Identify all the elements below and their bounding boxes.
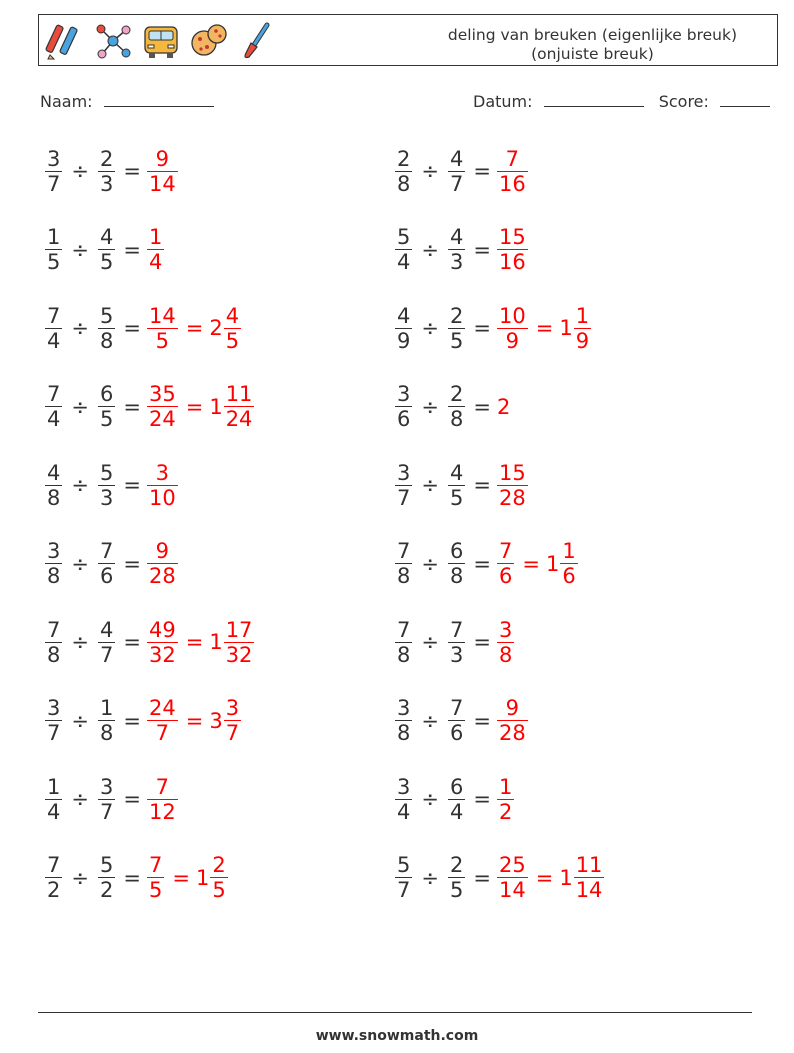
operator-sign: ÷ — [421, 551, 439, 576]
fraction — [448, 304, 465, 353]
numerator: 3 — [397, 696, 411, 720]
numerator: 7 — [397, 539, 411, 563]
numerator: 9 — [155, 539, 170, 563]
fraction — [45, 147, 62, 196]
fraction — [45, 225, 62, 274]
molecule-icon — [93, 21, 133, 61]
denominator: 24 — [148, 407, 176, 431]
score-blank[interactable] — [720, 92, 770, 107]
fraction — [395, 382, 412, 431]
problem-11 — [45, 534, 178, 594]
equals-sign: = — [473, 708, 491, 733]
equals-sign: = — [185, 394, 204, 419]
fraction — [98, 696, 115, 745]
equals-sign: = — [473, 237, 491, 262]
equals-sign: = — [473, 394, 491, 419]
fraction — [448, 539, 465, 588]
mixed-whole: 1 — [209, 394, 223, 419]
numerator: 7 — [99, 539, 114, 563]
numerator: 3 — [47, 696, 61, 720]
denominator: 7 — [449, 171, 464, 196]
denominator: 7 — [99, 799, 114, 824]
numerator: 10 — [498, 303, 526, 328]
numerator: 4 — [397, 303, 411, 328]
numerator: 4 — [47, 460, 61, 485]
mixed-whole: 1 — [559, 316, 573, 340]
mixed-whole: 1 — [195, 865, 210, 890]
fraction — [98, 382, 115, 431]
mixed-fraction — [224, 696, 241, 745]
denominator: 7 — [397, 878, 411, 902]
denominator: 8 — [99, 721, 114, 745]
problem-12 — [395, 534, 578, 594]
denominator: 14 — [498, 878, 526, 902]
denominator: 3 — [449, 642, 464, 667]
numerator: 7 — [498, 539, 513, 563]
numerator: 7 — [449, 696, 464, 720]
mixed-fraction — [224, 382, 255, 431]
denominator: 5 — [449, 878, 464, 902]
operator-sign: ÷ — [421, 630, 439, 654]
numerator: 7 — [397, 617, 411, 642]
fraction — [395, 853, 412, 902]
title-line-1: deling van breuken (eigenlijke breuk) — [447, 26, 737, 44]
equals-sign: = — [185, 630, 204, 654]
fraction — [448, 775, 465, 824]
numerator: 1 — [562, 539, 576, 563]
numerator: 14 — [148, 303, 176, 328]
numerator: 11 — [225, 382, 253, 406]
numerator: 6 — [449, 774, 464, 799]
answer-fraction — [497, 147, 528, 196]
numerator: 1 — [47, 225, 61, 249]
denominator: 9 — [505, 328, 520, 353]
denominator: 7 — [225, 721, 240, 745]
fraction — [98, 853, 115, 902]
denominator: 8 — [449, 407, 464, 431]
operator-sign: ÷ — [71, 316, 89, 340]
denominator: 8 — [397, 171, 411, 196]
date-score-fields — [473, 92, 770, 111]
numerator: 7 — [449, 617, 464, 642]
numerator: 4 — [99, 617, 114, 642]
equals-sign: = — [172, 865, 190, 890]
numerator: 2 — [449, 382, 464, 406]
numerator: 6 — [99, 382, 114, 406]
numerator: 2 — [99, 146, 114, 171]
equals-sign: = — [123, 630, 141, 654]
denominator: 16 — [498, 250, 526, 274]
numerator: 17 — [225, 617, 253, 642]
numerator: 7 — [47, 617, 61, 642]
answer-fraction — [497, 618, 514, 667]
denominator: 8 — [397, 564, 411, 588]
denominator: 4 — [47, 799, 61, 824]
denominator: 7 — [397, 485, 411, 510]
denominator: 8 — [47, 485, 61, 510]
mixed-fraction — [210, 853, 227, 902]
numerator: 2 — [212, 853, 226, 877]
problem-15 — [45, 691, 241, 751]
problem-5 — [45, 298, 241, 358]
mixed-fraction — [560, 539, 577, 588]
operator-sign: ÷ — [71, 473, 89, 497]
denominator: 8 — [498, 642, 513, 667]
numerator: 4 — [449, 225, 464, 249]
denominator: 32 — [148, 642, 176, 667]
mixed-whole: 1 — [209, 630, 223, 654]
equals-sign: = — [123, 708, 141, 733]
mixed-whole: 1 — [559, 865, 573, 890]
denominator: 5 — [225, 328, 240, 353]
footer-url: www.snowmath.com — [315, 1028, 479, 1044]
numerator: 3 — [397, 774, 411, 799]
denominator: 2 — [498, 799, 513, 824]
denominator: 14 — [148, 171, 176, 196]
equals-sign: = — [535, 316, 554, 340]
numerator: 4 — [99, 225, 114, 249]
denominator: 4 — [47, 328, 61, 353]
operator-sign: ÷ — [421, 473, 439, 497]
answer-fraction — [147, 775, 178, 824]
numerator: 5 — [99, 853, 114, 877]
denominator: 7 — [99, 642, 114, 667]
numerator: 49 — [148, 617, 176, 642]
numerator: 24 — [148, 696, 176, 720]
problem-3 — [45, 220, 164, 280]
equals-sign: = — [123, 394, 141, 419]
mixed-whole: 2 — [209, 316, 223, 340]
numerator: 3 — [498, 617, 513, 642]
numerator: 15 — [498, 460, 526, 485]
equals-sign: = — [473, 159, 491, 183]
fraction — [45, 696, 62, 745]
mixed-whole: 3 — [209, 708, 223, 733]
fraction — [395, 775, 412, 824]
cookies-icon — [189, 21, 229, 61]
fraction — [45, 382, 62, 431]
answer-fraction — [147, 696, 178, 745]
denominator: 6 — [498, 564, 513, 588]
problem-8 — [395, 377, 510, 437]
numerator: 2 — [449, 303, 464, 328]
operator-sign: ÷ — [71, 394, 89, 419]
numerator: 7 — [47, 303, 61, 328]
numerator: 7 — [47, 382, 61, 406]
denominator: 5 — [449, 485, 464, 510]
denominator: 3 — [99, 171, 114, 196]
problem-19 — [45, 848, 228, 908]
numerator: 7 — [47, 853, 61, 877]
answer-fraction — [147, 853, 164, 902]
denominator: 5 — [148, 878, 163, 902]
answer-fraction — [497, 304, 528, 353]
denominator: 10 — [148, 485, 176, 510]
fraction — [395, 461, 412, 510]
numerator: 4 — [449, 146, 464, 171]
denominator: 3 — [99, 485, 114, 510]
denominator: 14 — [575, 878, 603, 902]
fraction — [395, 539, 412, 588]
fraction — [98, 539, 115, 588]
fraction — [448, 461, 465, 510]
fraction — [448, 853, 465, 902]
denominator: 16 — [498, 171, 526, 196]
denominator: 8 — [397, 642, 411, 667]
denominator: 5 — [47, 250, 61, 274]
fraction — [98, 618, 115, 667]
operator-sign: ÷ — [71, 159, 89, 183]
problem-9 — [45, 455, 178, 515]
numerator: 35 — [148, 382, 176, 406]
operator-sign: ÷ — [71, 787, 89, 811]
equals-sign: = — [473, 787, 491, 811]
denominator: 6 — [562, 564, 576, 588]
numerator: 5 — [397, 853, 411, 877]
denominator: 28 — [148, 564, 176, 588]
denominator: 24 — [225, 407, 253, 431]
fraction — [448, 225, 465, 274]
numerator: 7 — [505, 146, 520, 171]
pencils-icon — [45, 21, 85, 61]
fraction — [395, 147, 412, 196]
numerator: 5 — [99, 303, 114, 328]
fraction — [448, 382, 465, 431]
numerator: 3 — [47, 146, 61, 171]
numerator: 6 — [449, 539, 464, 563]
denominator: 32 — [225, 642, 253, 667]
problem-2 — [395, 141, 528, 201]
denominator: 28 — [498, 485, 526, 510]
operator-sign: ÷ — [421, 394, 439, 419]
operator-sign: ÷ — [71, 865, 89, 890]
equals-sign: = — [123, 159, 141, 183]
numerator: 15 — [498, 225, 526, 249]
denominator: 4 — [47, 407, 61, 431]
denominator: 5 — [99, 250, 114, 274]
denominator: 7 — [47, 171, 61, 196]
fraction — [45, 304, 62, 353]
numerator: 7 — [155, 774, 170, 799]
footer-divider — [38, 1012, 752, 1013]
worksheet-title — [448, 26, 737, 64]
numerator: 9 — [155, 146, 170, 171]
equals-sign: = — [123, 865, 141, 890]
denominator: 4 — [449, 799, 464, 824]
denominator: 4 — [148, 250, 163, 274]
problem-14 — [395, 612, 514, 672]
numerator: 3 — [397, 460, 411, 485]
mixed-fraction — [224, 618, 255, 667]
answer-fraction — [497, 853, 528, 902]
fraction — [448, 696, 465, 745]
denominator: 6 — [449, 721, 464, 745]
answer-fraction — [497, 225, 528, 274]
equals-sign: = — [473, 630, 491, 654]
denominator: 5 — [449, 328, 464, 353]
name-blank[interactable] — [104, 92, 214, 107]
problem-1 — [45, 141, 178, 201]
numerator: 9 — [505, 696, 520, 720]
operator-sign: ÷ — [421, 159, 439, 183]
operator-sign: ÷ — [71, 708, 89, 733]
denominator: 28 — [498, 721, 526, 745]
equals-sign: = — [473, 551, 491, 576]
equals-sign: = — [123, 237, 141, 262]
equals-sign: = — [473, 473, 491, 497]
denominator: 6 — [397, 407, 411, 431]
mixed-whole: 1 — [545, 551, 560, 576]
school-bus-icon — [141, 21, 181, 61]
title-line-2: (onjuiste breuk) — [531, 45, 654, 63]
answer-fraction — [147, 304, 178, 353]
numerator: 1 — [99, 696, 114, 720]
date-blank[interactable] — [544, 92, 644, 107]
answer-fraction — [497, 539, 514, 588]
numerator: 1 — [575, 303, 590, 328]
numerator: 2 — [397, 146, 411, 171]
fraction — [45, 461, 62, 510]
paintbrush-icon — [237, 21, 277, 61]
denominator: 4 — [397, 250, 411, 274]
denominator: 3 — [449, 250, 464, 274]
answer-fraction — [147, 539, 178, 588]
numerator: 3 — [99, 774, 114, 799]
answer-fraction — [147, 382, 178, 431]
problem-18 — [395, 769, 514, 829]
denominator: 9 — [397, 328, 411, 353]
answer-whole: 2 — [496, 394, 511, 419]
denominator: 7 — [155, 721, 170, 745]
problem-13 — [45, 612, 254, 672]
equals-sign: = — [123, 787, 141, 811]
numerator: 3 — [155, 460, 170, 485]
answer-fraction — [497, 696, 528, 745]
mixed-fraction — [574, 304, 591, 353]
denominator: 5 — [99, 407, 114, 431]
equals-sign: = — [473, 865, 491, 890]
operator-sign: ÷ — [421, 865, 439, 890]
denominator: 7 — [47, 721, 61, 745]
fraction — [395, 304, 412, 353]
denominator: 8 — [397, 721, 411, 745]
operator-sign: ÷ — [71, 630, 89, 654]
equals-sign: = — [185, 316, 204, 340]
numerator: 5 — [99, 460, 114, 485]
fraction — [395, 618, 412, 667]
operator-sign: ÷ — [421, 316, 439, 340]
operator-sign: ÷ — [421, 787, 439, 811]
denominator: 5 — [155, 328, 170, 353]
operator-sign: ÷ — [71, 237, 89, 262]
numerator: 7 — [148, 853, 163, 877]
numerator: 5 — [397, 225, 411, 249]
denominator: 8 — [47, 642, 61, 667]
problem-16 — [395, 691, 528, 751]
numerator: 25 — [498, 853, 526, 877]
equals-sign: = — [123, 473, 141, 497]
numerator: 4 — [449, 460, 464, 485]
numerator: 1 — [148, 225, 163, 249]
problem-17 — [45, 769, 178, 829]
name-field — [40, 92, 214, 111]
numerator: 3 — [397, 382, 411, 406]
fraction — [395, 225, 412, 274]
fraction — [98, 225, 115, 274]
problem-20 — [395, 848, 604, 908]
mixed-fraction — [574, 853, 605, 902]
fraction — [448, 618, 465, 667]
answer-fraction — [147, 225, 164, 274]
answer-fraction — [497, 775, 514, 824]
denominator: 12 — [148, 799, 176, 824]
fraction — [98, 461, 115, 510]
answer-fraction — [147, 618, 178, 667]
denominator: 8 — [99, 328, 114, 353]
denominator: 4 — [397, 799, 411, 824]
answer-fraction — [147, 461, 178, 510]
denominator: 5 — [212, 878, 226, 902]
equals-sign: = — [123, 551, 141, 576]
date-label: Datum: — [473, 92, 533, 111]
fraction — [45, 618, 62, 667]
numerator: 3 — [225, 696, 240, 720]
denominator: 9 — [575, 328, 590, 353]
denominator: 2 — [47, 878, 61, 902]
answer-fraction — [497, 461, 528, 510]
fraction — [98, 147, 115, 196]
numerator: 1 — [47, 774, 61, 799]
denominator: 2 — [99, 878, 114, 902]
numerator: 11 — [575, 853, 603, 877]
equals-sign: = — [185, 708, 204, 733]
numerator: 1 — [498, 774, 513, 799]
equals-sign: = — [522, 551, 540, 576]
equals-sign: = — [535, 865, 554, 890]
operator-sign: ÷ — [421, 237, 439, 262]
problem-4 — [395, 220, 528, 280]
denominator: 8 — [47, 564, 61, 588]
operator-sign: ÷ — [421, 708, 439, 733]
numerator: 3 — [47, 539, 61, 563]
name-label: Naam: — [40, 92, 93, 111]
worksheet-header — [38, 14, 778, 66]
fraction — [395, 696, 412, 745]
fraction — [45, 853, 62, 902]
problem-6 — [395, 298, 591, 358]
answer-fraction — [147, 147, 178, 196]
equals-sign: = — [473, 316, 491, 340]
problem-10 — [395, 455, 528, 515]
header-icons — [45, 19, 277, 63]
fraction — [45, 775, 62, 824]
fraction — [45, 539, 62, 588]
fraction — [98, 775, 115, 824]
score-label: Score: — [658, 92, 709, 111]
fraction — [448, 147, 465, 196]
mixed-fraction — [224, 304, 241, 353]
numerator: 4 — [225, 303, 240, 328]
equals-sign: = — [123, 316, 141, 340]
fraction — [98, 304, 115, 353]
problem-7 — [45, 377, 254, 437]
denominator: 8 — [449, 564, 464, 588]
denominator: 6 — [99, 564, 114, 588]
operator-sign: ÷ — [71, 551, 89, 576]
numerator: 2 — [449, 853, 464, 877]
